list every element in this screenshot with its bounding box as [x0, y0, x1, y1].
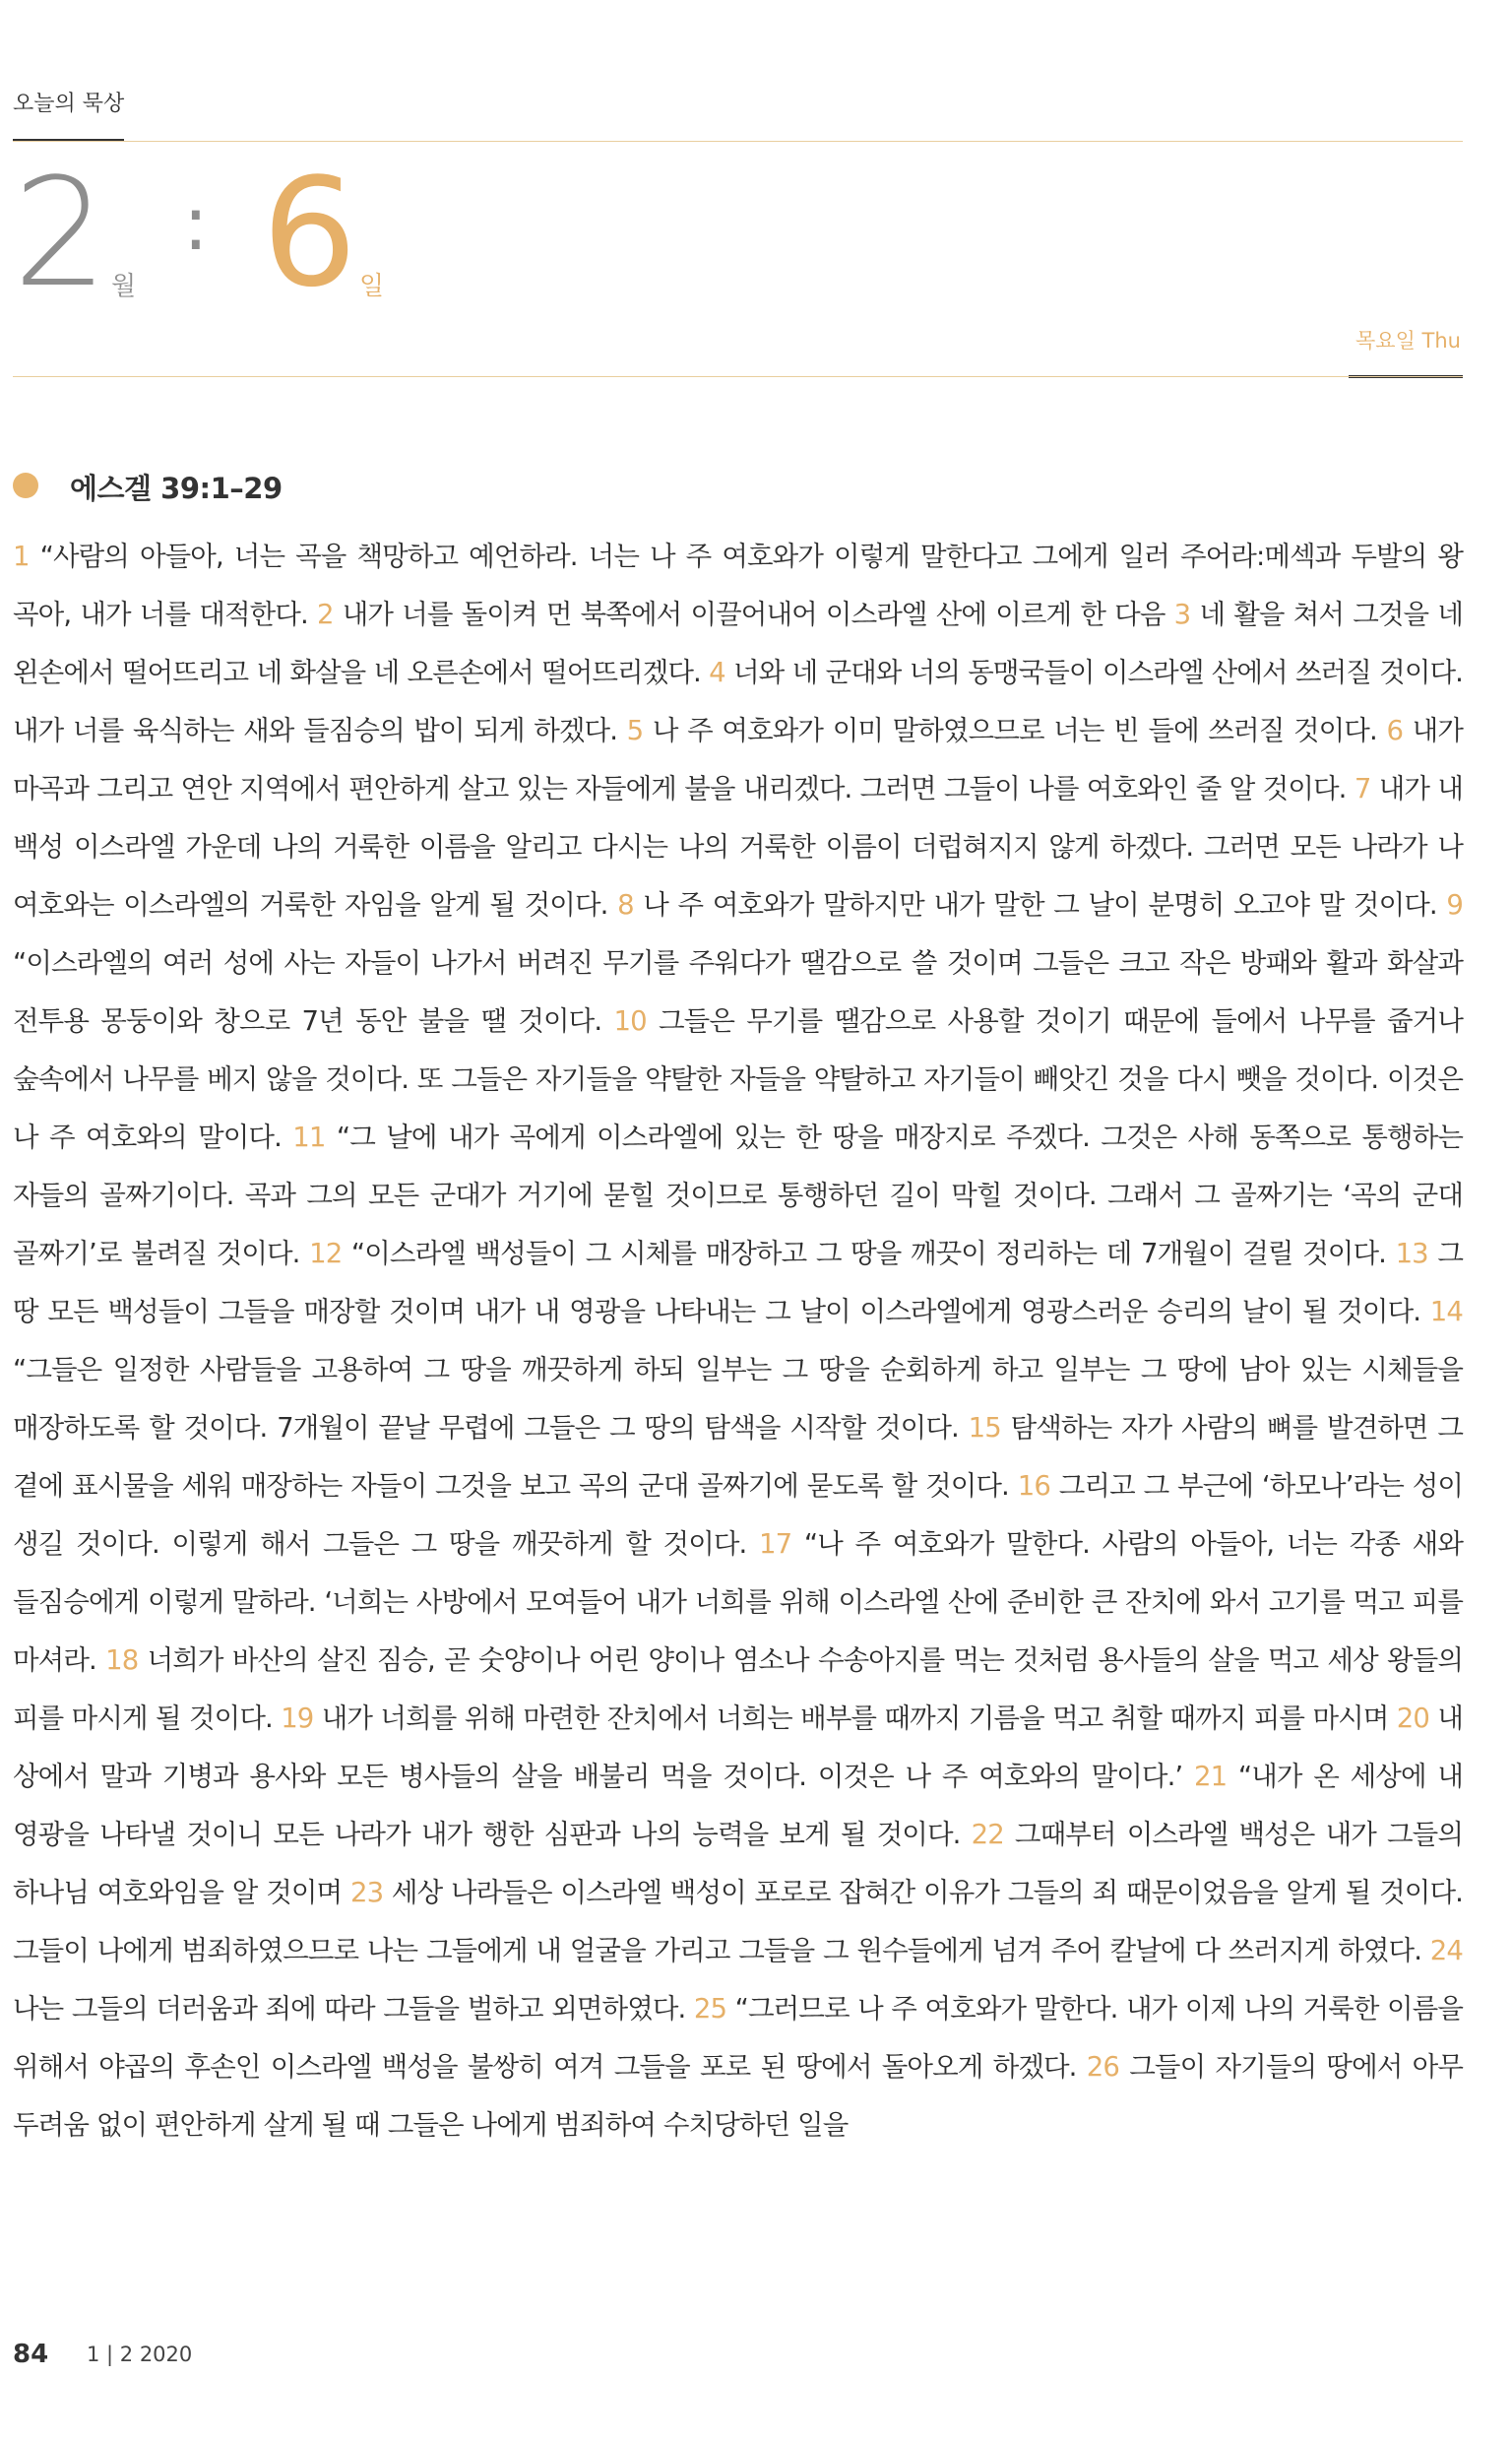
verse-number: 15	[968, 1412, 1001, 1444]
verse-number: 17	[759, 1528, 792, 1560]
date-display	[13, 146, 1470, 320]
verse-text: 내가 내 백성 이스라엘 가운데 나의 거룩한 이름을 알리고 다시는 나의 거룩한 이름이 더럽혀지지 않게 하겠다. 그러면 모든 나라가 나 여호와는 이스라엘의 거룩한 자임을 알게 될 것이다.	[13, 773, 1464, 921]
verse-number: 23	[349, 1877, 384, 1908]
verse-text: 네 활을 쳐서 그것을 네 왼손에서 떨어뜨리고 네 화살을 네 오른손에서 떨어뜨리겠다.	[13, 599, 1464, 688]
verse-number: 16	[1017, 1470, 1050, 1502]
verse-number: 1	[13, 541, 30, 572]
verse-text: “그들은 일정한 사람들을 고용하여 그 땅을 깨끗하게 하되 일부는 그 땅을 순회하게 하고 일부는 그 땅에 남아 있는 시체들을 매장하도록 할 것이다. 7개월이 끝날 무렵에 그들은 그 땅의 탐색을 시작할 것이다.	[13, 1354, 1463, 1444]
bullet-dot	[13, 473, 38, 498]
verse-number: 4	[709, 657, 725, 688]
verse-text: “그 날에 내가 곡에게 이스라엘에 있는 한 땅을 매장지로 주겠다. 그것은 사해 동쪽으로 통행하는 자들의 골짜기이다. 곡과 그의 모든 군대가 거기에 묻힐 것이므로 통행하던 길이 막힐 것이다. 그래서 그 골짜기는 ‘곡의 군대 골짜기’로 불려질 것이다.	[13, 1122, 1464, 1269]
verse-text: “이스라엘의 여러 성에 사는 자들이 나가서 버려진 무기를 주워다가 땔감으로 쓸 것이며 그들은 크고 작은 방패와 활과 화살과 전투용 몽둥이와 창으로 7년 동안 불을 땔 것이다.	[13, 947, 1463, 1037]
verse-text: 탐색하는 자가 사람의 뼈를 발견하면 그 곁에 표시물을 세워 매장하는 자들이 그것을 보고 곡의 군대 골짜기에 묻도록 할 것이다.	[13, 1412, 1464, 1502]
verse-number: 7	[1354, 773, 1371, 804]
verse-text: 너희가 바산의 살진 짐승, 곧 숫양이나 어린 양이나 염소나 수송아지를 먹는 것처럼 용사들의 살을 먹고 세상 왕들의 피를 마시게 될 것이다.	[13, 1644, 1464, 1734]
verse-number: 26	[1086, 2051, 1119, 2083]
verse-text: 그 땅 모든 백성들이 그들을 매장할 것이며 내가 내 영광을 나타내는 그 날이 이스라엘에게 영광스러운 승리의 날이 될 것이다.	[13, 1238, 1464, 1327]
verse-number: 13	[1395, 1238, 1428, 1269]
verse-number: 6	[1386, 715, 1404, 746]
verse-text: 너와 네 군대와 너의 동맹국들이 이스라엘 산에서 쓰러질 것이다. 내가 너를 육식하는 새와 들짐승의 밥이 되게 하겠다.	[13, 657, 1464, 746]
weekday-label: 목요일 Thu	[1355, 329, 1461, 353]
verse-text: “그러므로 나 주 여호와가 말한다. 내가 이제 나의 거룩한 이름을 위해서 야곱의 후손인 이스라엘 백성을 불쌍히 여겨 그들을 포로 된 땅에서 돌아오게 하겠다.	[13, 1993, 1464, 2083]
verse-number: 22	[971, 1819, 1004, 1850]
verse-text: 내가 너를 돌이켜 먼 북쪽에서 이끌어내어 이스라엘 산에 이르게 한 다음	[342, 599, 1166, 630]
verse-number: 5	[626, 715, 644, 746]
verse-text: 그들은 무기를 땔감으로 사용할 것이기 때문에 들에서 나무를 줍거나 숲속에서 나무를 베지 않을 것이다. 또 그들은 자기들을 약탈한 자들을 약탈하고 자기들이 빼앗긴 것을 다시 뺏을 것이다. 이것은 나 주 여호와의 말이다.	[13, 1005, 1464, 1153]
verse-text: 그리고 그 부근에 ‘하모나’라는 성이 생길 것이다. 이렇게 해서 그들은 그 땅을 깨끗하게 할 것이다.	[13, 1470, 1464, 1560]
verse-number: 21	[1193, 1761, 1228, 1792]
issue-info: 1 | 2 2020	[87, 2343, 193, 2366]
verse-text: 그들이 자기들의 땅에서 아무 두려움 없이 편안하게 살게 될 때 그들은 나에게 범죄하여 수치당하던 일을	[13, 2051, 1463, 2141]
day-unit: 일	[359, 272, 385, 301]
verse-number: 12	[309, 1238, 343, 1269]
verse-number: 9	[1446, 889, 1463, 921]
section-label: 오늘의 묵상	[13, 92, 125, 116]
verse-number: 20	[1396, 1703, 1429, 1734]
verse-number: 19	[281, 1703, 314, 1734]
passage-reference: 에스겔 39:1–29	[70, 472, 283, 505]
verse-number: 24	[1429, 1935, 1463, 1966]
verse-number: 11	[292, 1122, 326, 1153]
bottom-rule	[13, 376, 1463, 377]
verse-number: 10	[613, 1005, 647, 1037]
verse-text: 세상 나라들은 이스라엘 백성이 포로로 잡혀간 이유가 그들의 죄 때문이었음을 알게 될 것이다. 그들이 나에게 범죄하였으므로 나는 그들에게 내 얼굴을 가리고 그들을 그 원수들에게 넘겨 주어 칼날에 다 쓰러지게 하였다.	[13, 1877, 1463, 1966]
top-rule	[13, 141, 1463, 142]
verse-text: 내가 너희를 위해 마련한 잔치에서 너희는 배부를 때까지 기름을 먹고 취할 때까지 피를 마시며	[321, 1703, 1389, 1734]
verse-text: 내가 마곡과 그리고 연안 지역에서 편안하게 살고 있는 자들에게 불을 내리겠다. 그러면 그들이 나를 여호와인 줄 알 것이다.	[13, 715, 1463, 804]
verse-number: 8	[617, 889, 634, 921]
scripture-text	[13, 528, 1463, 2154]
verse-number: 2	[316, 599, 334, 630]
verse-text: “나 주 여호와가 말한다. 사람의 아들아, 너는 각종 새와 들짐승에게 이렇게 말하라. ‘너희는 사방에서 모여들어 내가 너희를 위해 이스라엘 산에 준비한 큰 잔치에 와서 고기를 먹고 피를 마셔라.	[13, 1528, 1463, 1676]
day-number: 6	[262, 146, 357, 320]
month-number: 2	[13, 146, 108, 320]
verse-text: “이스라엘 백성들이 그 시체를 매장하고 그 땅을 깨끗이 정리하는 데 7개월이 걸릴 것이다.	[350, 1238, 1386, 1269]
month-unit: 월	[111, 272, 137, 301]
verse-text: “사람의 아들아, 너는 곡을 책망하고 예언하라. 너는 나 주 여호와가 이렇게 말한다고 그에게 일러 주어라:메섹과 두발의 왕 곡아, 내가 너를 대적한다.	[13, 541, 1464, 630]
verse-number: 14	[1429, 1296, 1463, 1327]
verse-text: 나 주 여호와가 말하지만 내가 말한 그 날이 분명히 오고야 말 것이다.	[643, 889, 1437, 921]
verse-text: 나 주 여호와가 이미 말하였으므로 너는 빈 들에 쓰러질 것이다.	[652, 715, 1377, 746]
page-number: 84	[13, 2340, 49, 2369]
date-separator: :	[183, 179, 209, 267]
verse-number: 3	[1173, 599, 1191, 630]
verse-text: 내 상에서 말과 기병과 용사와 모든 병사들의 살을 배불리 먹을 것이다. 이것은 나 주 여호와의 말이다.’	[13, 1703, 1463, 1792]
verse-number: 18	[105, 1644, 139, 1676]
verse-number: 25	[693, 1993, 727, 2024]
verse-text: 나는 그들의 더러움과 죄에 따라 그들을 벌하고 외면하였다.	[13, 1993, 686, 2024]
verse-text: 그때부터 이스라엘 백성은 내가 그들의 하나님 여호와임을 알 것이며	[13, 1819, 1464, 1908]
verse-text: “내가 온 세상에 내 영광을 나타낼 것이니 모든 나라가 내가 행한 심판과 나의 능력을 보게 될 것이다.	[13, 1761, 1463, 1850]
